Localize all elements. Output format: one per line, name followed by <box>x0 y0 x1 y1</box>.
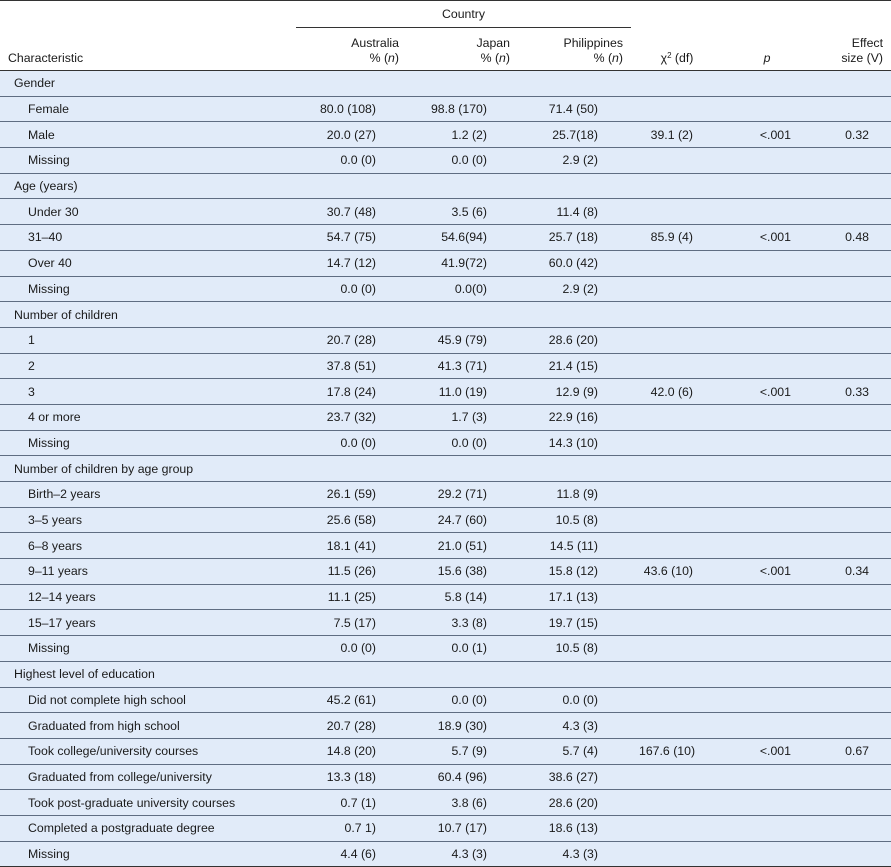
japan-value: 3.8 (6) <box>407 790 518 816</box>
p-value: <.001 <box>723 225 811 251</box>
table-row <box>0 199 891 225</box>
p-value <box>723 815 811 841</box>
chi-square-value: 167.6 (10) <box>631 738 723 764</box>
philippines-value: 10.5 (8) <box>518 636 631 662</box>
australia-value: 0.7 (1) <box>296 790 407 816</box>
chi-square-value <box>631 404 723 430</box>
row-label: Took post-graduate university courses <box>0 790 296 816</box>
effect-size-value <box>811 507 891 533</box>
philippines-value: 11.8 (9) <box>518 482 631 508</box>
japan-value: 60.4 (96) <box>407 764 518 790</box>
philippines-value: 28.6 (20) <box>518 790 631 816</box>
row-label: 31–40 <box>0 225 296 251</box>
effect-size-value <box>811 610 891 636</box>
p-value <box>723 584 811 610</box>
philippines-value: 14.5 (11) <box>518 533 631 559</box>
p-value <box>723 713 811 739</box>
philippines-value: 25.7(18) <box>518 122 631 148</box>
australia-header: Australia % (n) <box>296 28 407 71</box>
australia-value: 0.0 (0) <box>296 148 407 174</box>
row-label: 3–5 years <box>0 507 296 533</box>
section-row <box>0 71 891 97</box>
effect-size-value: 0.67 <box>811 738 891 764</box>
japan-value: 0.0 (0) <box>407 687 518 713</box>
p-value <box>723 610 811 636</box>
effect-size-value <box>811 353 891 379</box>
philippines-value: 4.3 (3) <box>518 713 631 739</box>
philippines-value: 21.4 (15) <box>518 353 631 379</box>
section-row <box>0 173 891 199</box>
table-row <box>0 507 891 533</box>
australia-value: 37.8 (51) <box>296 353 407 379</box>
row-label: 12–14 years <box>0 584 296 610</box>
philippines-value: 2.9 (2) <box>518 276 631 302</box>
effect-size-value: 0.34 <box>811 559 891 585</box>
table-row <box>0 636 891 662</box>
characteristic-header: Characteristic <box>0 28 296 71</box>
australia-value: 13.3 (18) <box>296 764 407 790</box>
japan-value: 4.3 (3) <box>407 841 518 867</box>
row-label: Over 40 <box>0 250 296 276</box>
australia-value: 14.7 (12) <box>296 250 407 276</box>
table-header <box>0 1 891 71</box>
effect-size-value <box>811 199 891 225</box>
p-value <box>723 148 811 174</box>
row-label: 9–11 years <box>0 559 296 585</box>
philippines-value: 38.6 (27) <box>518 764 631 790</box>
effect-size-value <box>811 533 891 559</box>
chi-square-value: 42.0 (6) <box>631 379 723 405</box>
philippines-value: 4.3 (3) <box>518 841 631 867</box>
p-value <box>723 507 811 533</box>
chi-square-value <box>631 96 723 122</box>
p-value <box>723 430 811 456</box>
row-label: Missing <box>0 148 296 174</box>
japan-value: 0.0 (0) <box>407 148 518 174</box>
chi-square-value <box>631 430 723 456</box>
table-row <box>0 687 891 713</box>
philippines-header: Philippines % (n) <box>518 28 631 71</box>
row-label: 4 or more <box>0 404 296 430</box>
row-label: Female <box>0 96 296 122</box>
japan-value: 41.3 (71) <box>407 353 518 379</box>
table-body <box>0 71 891 867</box>
philippines-value: 60.0 (42) <box>518 250 631 276</box>
effect-size-header: Effect size (V) <box>811 28 891 71</box>
philippines-value: 22.9 (16) <box>518 404 631 430</box>
australia-value: 0.7 1) <box>296 815 407 841</box>
philippines-value: 17.1 (13) <box>518 584 631 610</box>
japan-value: 18.9 (30) <box>407 713 518 739</box>
chi-square-value <box>631 687 723 713</box>
japan-value: 45.9 (79) <box>407 327 518 353</box>
effect-size-value: 0.32 <box>811 122 891 148</box>
p-value: <.001 <box>723 122 811 148</box>
effect-size-value <box>811 250 891 276</box>
p-value-header: p <box>723 28 811 71</box>
japan-value: 5.7 (9) <box>407 738 518 764</box>
p-value <box>723 250 811 276</box>
chi-square-value <box>631 713 723 739</box>
philippines-value: 12.9 (9) <box>518 379 631 405</box>
chi-square-value <box>631 276 723 302</box>
australia-value: 20.0 (27) <box>296 122 407 148</box>
japan-value: 54.6(94) <box>407 225 518 251</box>
table-row <box>0 533 891 559</box>
japan-value: 29.2 (71) <box>407 482 518 508</box>
table-row <box>0 276 891 302</box>
p-value <box>723 841 811 867</box>
p-value <box>723 636 811 662</box>
philippines-value: 25.7 (18) <box>518 225 631 251</box>
chi-square-value <box>631 533 723 559</box>
australia-value: 25.6 (58) <box>296 507 407 533</box>
chi-square-value <box>631 764 723 790</box>
chi-square-value <box>631 610 723 636</box>
section-row <box>0 456 891 482</box>
japan-value: 0.0 (0) <box>407 430 518 456</box>
p-value <box>723 482 811 508</box>
effect-size-value <box>811 148 891 174</box>
table-row <box>0 96 891 122</box>
australia-value: 0.0 (0) <box>296 276 407 302</box>
row-label: Missing <box>0 841 296 867</box>
effect-size-value: 0.33 <box>811 379 891 405</box>
row-label: Graduated from high school <box>0 713 296 739</box>
section-label: Highest level of education <box>0 661 891 687</box>
australia-value: 0.0 (0) <box>296 430 407 456</box>
chi-square-header: $\chi^2$ (df) <box>631 28 723 71</box>
effect-size-value <box>811 687 891 713</box>
section-row <box>0 661 891 687</box>
philippines-value: 14.3 (10) <box>518 430 631 456</box>
australia-value: 0.0 (0) <box>296 636 407 662</box>
p-value <box>723 533 811 559</box>
philippines-value: 11.4 (8) <box>518 199 631 225</box>
chi-square-value: 43.6 (10) <box>631 559 723 585</box>
japan-value: 24.7 (60) <box>407 507 518 533</box>
p-value <box>723 96 811 122</box>
section-label: Number of children by age group <box>0 456 891 482</box>
section-label: Number of children <box>0 302 891 328</box>
country-group-header: Country <box>296 1 631 28</box>
japan-value: 5.8 (14) <box>407 584 518 610</box>
japan-value: 0.0(0) <box>407 276 518 302</box>
australia-value: 20.7 (28) <box>296 713 407 739</box>
japan-value: 1.2 (2) <box>407 122 518 148</box>
table-row <box>0 430 891 456</box>
row-label: Missing <box>0 276 296 302</box>
japan-value: 41.9(72) <box>407 250 518 276</box>
chi-square-value <box>631 507 723 533</box>
effect-size-value <box>811 430 891 456</box>
philippines-value: 10.5 (8) <box>518 507 631 533</box>
japan-value: 0.0 (1) <box>407 636 518 662</box>
p-value <box>723 687 811 713</box>
table-row <box>0 764 891 790</box>
table-row <box>0 148 891 174</box>
japan-value: 1.7 (3) <box>407 404 518 430</box>
p-value <box>723 404 811 430</box>
japan-header: Japan % (n) <box>407 28 518 71</box>
table-row <box>0 815 891 841</box>
philippines-value: 19.7 (15) <box>518 610 631 636</box>
chi-square-value <box>631 250 723 276</box>
table-row <box>0 122 891 148</box>
japan-value: 3.5 (6) <box>407 199 518 225</box>
row-label: Completed a postgraduate degree <box>0 815 296 841</box>
philippines-value: 18.6 (13) <box>518 815 631 841</box>
japan-value: 21.0 (51) <box>407 533 518 559</box>
effect-size-value <box>811 404 891 430</box>
row-label: 15–17 years <box>0 610 296 636</box>
table-row <box>0 713 891 739</box>
philippines-value: 28.6 (20) <box>518 327 631 353</box>
table-row <box>0 353 891 379</box>
table-row <box>0 379 891 405</box>
australia-value: 18.1 (41) <box>296 533 407 559</box>
p-value <box>723 790 811 816</box>
australia-value: 11.1 (25) <box>296 584 407 610</box>
section-row <box>0 302 891 328</box>
effect-size-value <box>811 841 891 867</box>
effect-size-value <box>811 636 891 662</box>
row-label: 3 <box>0 379 296 405</box>
p-value <box>723 276 811 302</box>
table-row <box>0 250 891 276</box>
chi-square-value <box>631 790 723 816</box>
row-label: Missing <box>0 430 296 456</box>
table-row <box>0 482 891 508</box>
row-label: Missing <box>0 636 296 662</box>
p-value <box>723 327 811 353</box>
chi-square-value <box>631 148 723 174</box>
row-label: 2 <box>0 353 296 379</box>
table-row <box>0 841 891 867</box>
japan-value: 10.7 (17) <box>407 815 518 841</box>
table-row <box>0 559 891 585</box>
row-label: 6–8 years <box>0 533 296 559</box>
japan-value: 11.0 (19) <box>407 379 518 405</box>
table-row <box>0 610 891 636</box>
chi-square-value: 85.9 (4) <box>631 225 723 251</box>
japan-value: 15.6 (38) <box>407 559 518 585</box>
effect-size-value <box>811 327 891 353</box>
row-label: Birth–2 years <box>0 482 296 508</box>
australia-value: 11.5 (26) <box>296 559 407 585</box>
row-label: Under 30 <box>0 199 296 225</box>
p-value <box>723 353 811 379</box>
row-label: Did not complete high school <box>0 687 296 713</box>
australia-value: 20.7 (28) <box>296 327 407 353</box>
table-row <box>0 790 891 816</box>
chi-square-value <box>631 584 723 610</box>
p-value: <.001 <box>723 559 811 585</box>
effect-size-value <box>811 482 891 508</box>
effect-size-value <box>811 790 891 816</box>
australia-value: 80.0 (108) <box>296 96 407 122</box>
japan-value: 98.8 (170) <box>407 96 518 122</box>
effect-size-value <box>811 96 891 122</box>
australia-value: 26.1 (59) <box>296 482 407 508</box>
philippines-value: 5.7 (4) <box>518 738 631 764</box>
section-label: Age (years) <box>0 173 891 199</box>
australia-value: 7.5 (17) <box>296 610 407 636</box>
chi-square-value <box>631 327 723 353</box>
section-label: Gender <box>0 71 891 97</box>
row-label: Male <box>0 122 296 148</box>
table-row <box>0 738 891 764</box>
australia-value: 4.4 (6) <box>296 841 407 867</box>
australia-value: 14.8 (20) <box>296 738 407 764</box>
p-value: <.001 <box>723 738 811 764</box>
chi-square-value <box>631 815 723 841</box>
philippines-value: 71.4 (50) <box>518 96 631 122</box>
philippines-value: 0.0 (0) <box>518 687 631 713</box>
row-label: 1 <box>0 327 296 353</box>
row-label: Graduated from college/university <box>0 764 296 790</box>
australia-value: 45.2 (61) <box>296 687 407 713</box>
australia-value: 23.7 (32) <box>296 404 407 430</box>
chi-square-value <box>631 482 723 508</box>
table-row <box>0 327 891 353</box>
table-row <box>0 225 891 251</box>
australia-value: 54.7 (75) <box>296 225 407 251</box>
table-row <box>0 404 891 430</box>
japan-value: 3.3 (8) <box>407 610 518 636</box>
table-row <box>0 584 891 610</box>
row-label: Took college/university courses <box>0 738 296 764</box>
australia-value: 30.7 (48) <box>296 199 407 225</box>
effect-size-value: 0.48 <box>811 225 891 251</box>
effect-size-value <box>811 764 891 790</box>
effect-size-value <box>811 276 891 302</box>
p-value <box>723 199 811 225</box>
philippines-value: 15.8 (12) <box>518 559 631 585</box>
effect-size-value <box>811 584 891 610</box>
chi-square-value <box>631 841 723 867</box>
effect-size-value <box>811 713 891 739</box>
chi-square-value <box>631 199 723 225</box>
chi-square-value: 39.1 (2) <box>631 122 723 148</box>
philippines-value: 2.9 (2) <box>518 148 631 174</box>
effect-size-value <box>811 815 891 841</box>
australia-value: 17.8 (24) <box>296 379 407 405</box>
p-value: <.001 <box>723 379 811 405</box>
chi-square-value <box>631 353 723 379</box>
chi-square-value <box>631 636 723 662</box>
p-value <box>723 764 811 790</box>
